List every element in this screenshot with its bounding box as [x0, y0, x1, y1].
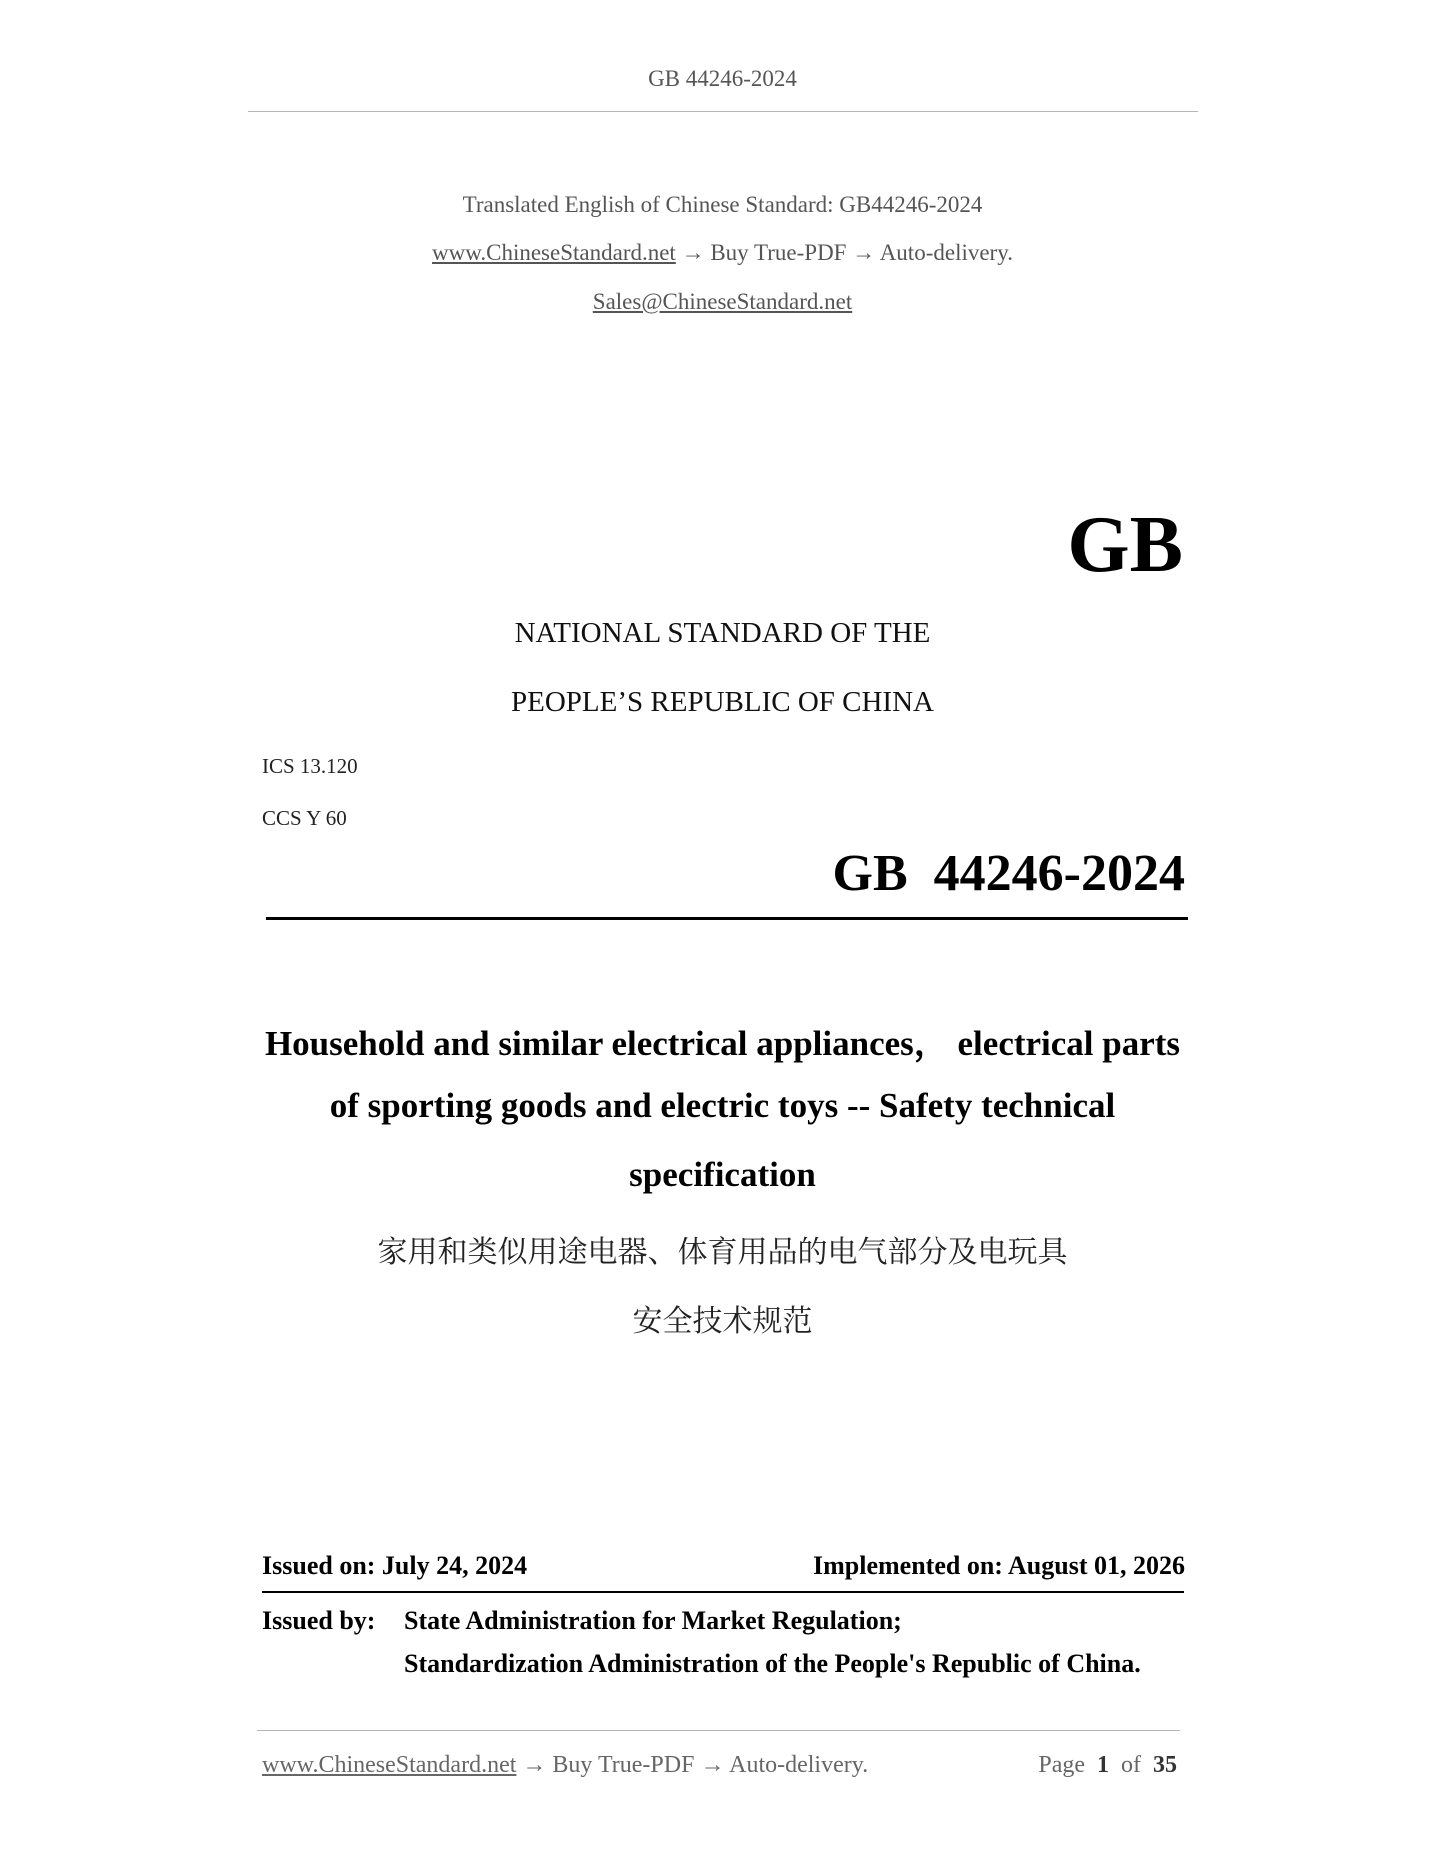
header-divider: [248, 111, 1198, 112]
issued-by-label: Issued by:: [262, 1606, 376, 1635]
title-en-line1: Household and similar electrical appliances， electrical parts: [264, 1024, 1181, 1063]
email-line: [0, 289, 1445, 315]
page-word: Page: [1038, 1752, 1085, 1778]
buy-line-text: → Buy True-PDF → Auto-delivery.: [675, 240, 1013, 265]
page-number: 1: [1097, 1752, 1109, 1778]
footer-divider: [257, 1730, 1180, 1731]
title-cn-line1: 家用和类似用途电器、体育用品的电气部分及电玩具: [377, 1235, 1068, 1270]
title-divider: [266, 917, 1188, 920]
page-total: 35: [1153, 1752, 1177, 1778]
ics-code: ICS 13.120: [262, 754, 358, 778]
footer-buy-text: → Buy True-PDF → Auto-delivery.: [516, 1752, 869, 1778]
issuer-line1: State Administration for Market Regulation;: [404, 1606, 902, 1635]
implemented-date: Implemented on: August 01, 2026: [813, 1551, 1185, 1580]
footer-buy-line: [262, 1752, 868, 1779]
national-standard-line1: NATIONAL STANDARD OF THE: [514, 617, 931, 649]
dates-divider: [262, 1591, 1184, 1593]
translation-notice: Translated English of Chinese Standard: GB44246-2024: [462, 192, 983, 217]
title-cn-line2: 安全技术规范: [632, 1304, 813, 1339]
email-link[interactable]: Sales@ChineseStandard.net: [592, 289, 853, 314]
national-standard-line2: PEOPLE’S REPUBLIC OF CHINA: [511, 686, 934, 718]
page-indicator: [1038, 1752, 1177, 1779]
title-en-line2: of sporting goods and electric toys -- Safety technical: [329, 1086, 1116, 1125]
issued-date: Issued on: July 24, 2024: [262, 1551, 528, 1580]
title-en-line3: specification: [629, 1155, 816, 1194]
issuer-line2: Standardization Administration of the People's Republic of China.: [404, 1649, 1141, 1678]
of-word: of: [1121, 1752, 1141, 1778]
gb-logo: GB: [1067, 501, 1183, 589]
website-link[interactable]: www.ChineseStandard.net: [432, 240, 676, 265]
standard-number: GB 44246-2024: [832, 845, 1185, 902]
buy-line: [0, 240, 1445, 266]
ccs-code: CCS Y 60: [262, 806, 347, 830]
running-header: GB 44246-2024: [648, 66, 797, 91]
footer-website-link[interactable]: www.ChineseStandard.net: [262, 1752, 517, 1778]
